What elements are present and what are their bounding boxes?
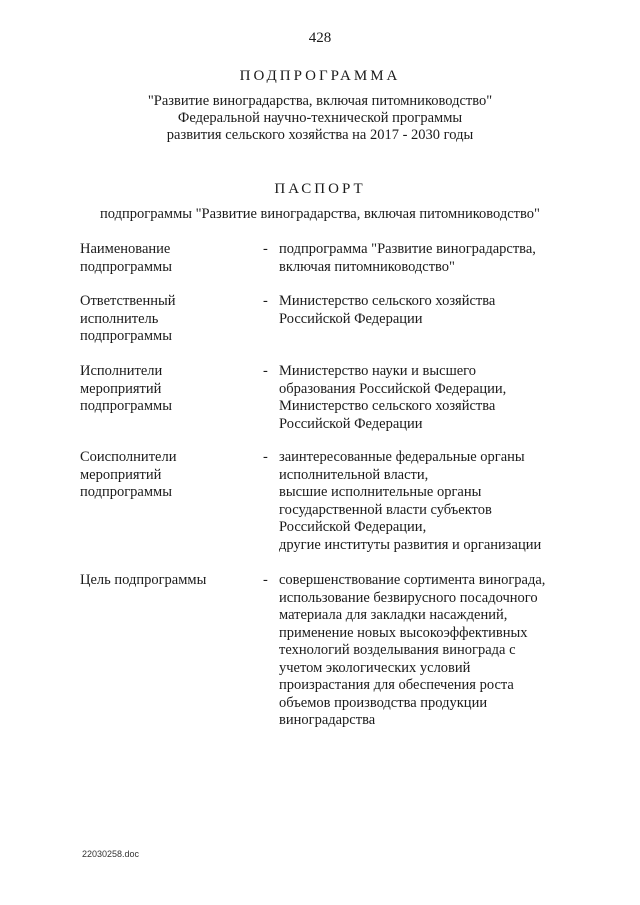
document-code: 22030258.doc (82, 849, 140, 859)
label-line: мероприятий (80, 466, 162, 483)
value-line: государственной власти субъектов (279, 501, 492, 518)
value-line: технологий возделывания винограда с (279, 642, 516, 658)
label-line: Наименование (80, 241, 171, 257)
value-line: образования Российской Федерации, (279, 380, 507, 397)
value-line: использование безвирусного посадочного (279, 589, 538, 606)
row-dash: - (263, 449, 268, 465)
label-line: подпрограммы (80, 258, 172, 275)
row-value (279, 363, 579, 433)
value-line: применение новых высокоэффективных (279, 624, 528, 641)
row-dash: - (263, 241, 268, 257)
row-value (279, 293, 579, 328)
label-line: исполнитель (80, 310, 159, 327)
page-number: 428 (308, 30, 332, 46)
label-line: подпрограммы (80, 484, 172, 500)
value-line: заинтересованные федеральные органы (279, 449, 525, 465)
row-label (80, 241, 250, 276)
row-value (279, 572, 579, 730)
row-label (80, 572, 250, 590)
value-line: совершенствование сортимента винограда, (279, 572, 546, 588)
label-line: подпрограммы (80, 328, 172, 344)
row-label (80, 363, 250, 416)
subprogram-heading: ПОДПРОГРАММА (239, 68, 401, 84)
label-line: мероприятий (80, 380, 162, 397)
row-label (80, 293, 250, 346)
value-line: объемов производства продукции (279, 694, 488, 711)
row-dash: - (263, 293, 268, 309)
program-name-line: Федеральной научно-технической программы (177, 110, 463, 126)
label-line: подпрограммы (80, 398, 172, 414)
value-line: подпрограмма "Развитие виноградарства, (279, 241, 536, 257)
subprogram-name-line: "Развитие виноградарства, включая питомниководство" (147, 93, 493, 109)
value-line: виноградарства (279, 712, 376, 728)
row-value (279, 449, 579, 554)
value-line: произрастания для обеспечения роста (279, 677, 514, 693)
value-line: Российской Федерации, (279, 519, 427, 535)
label-line: Исполнители (80, 363, 163, 379)
value-line: исполнительной власти, (279, 466, 429, 483)
value-line: Российской Федерации (279, 310, 423, 327)
value-line: Министерство сельского хозяйства (279, 293, 496, 309)
row-label (80, 449, 250, 502)
value-line: учетом экологических условий (279, 659, 471, 676)
value-line: Российской Федерации (279, 415, 423, 432)
value-line: Министерство науки и высшего (279, 363, 477, 379)
value-line: высшие исполнительные органы (279, 484, 482, 500)
label-line: Соисполнители (80, 449, 177, 465)
value-line: материала для закладки насаждений, (279, 607, 508, 623)
value-line: включая питомниководство" (279, 258, 455, 275)
row-value (279, 241, 579, 276)
label-line: Ответственный (80, 293, 176, 309)
value-line: Министерство сельского хозяйства (279, 398, 496, 414)
program-period-line: развития сельского хозяйства на 2017 - 2030 годы (166, 127, 474, 143)
passport-heading: ПАСПОРТ (274, 181, 366, 197)
label-line: Цель подпрограммы (80, 572, 207, 588)
passport-subtitle: подпрограммы "Развитие виноградарства, включая питомниководство" (100, 206, 540, 222)
row-dash: - (263, 572, 268, 588)
value-line: другие институты развития и организации (279, 536, 542, 553)
row-dash: - (263, 363, 268, 379)
